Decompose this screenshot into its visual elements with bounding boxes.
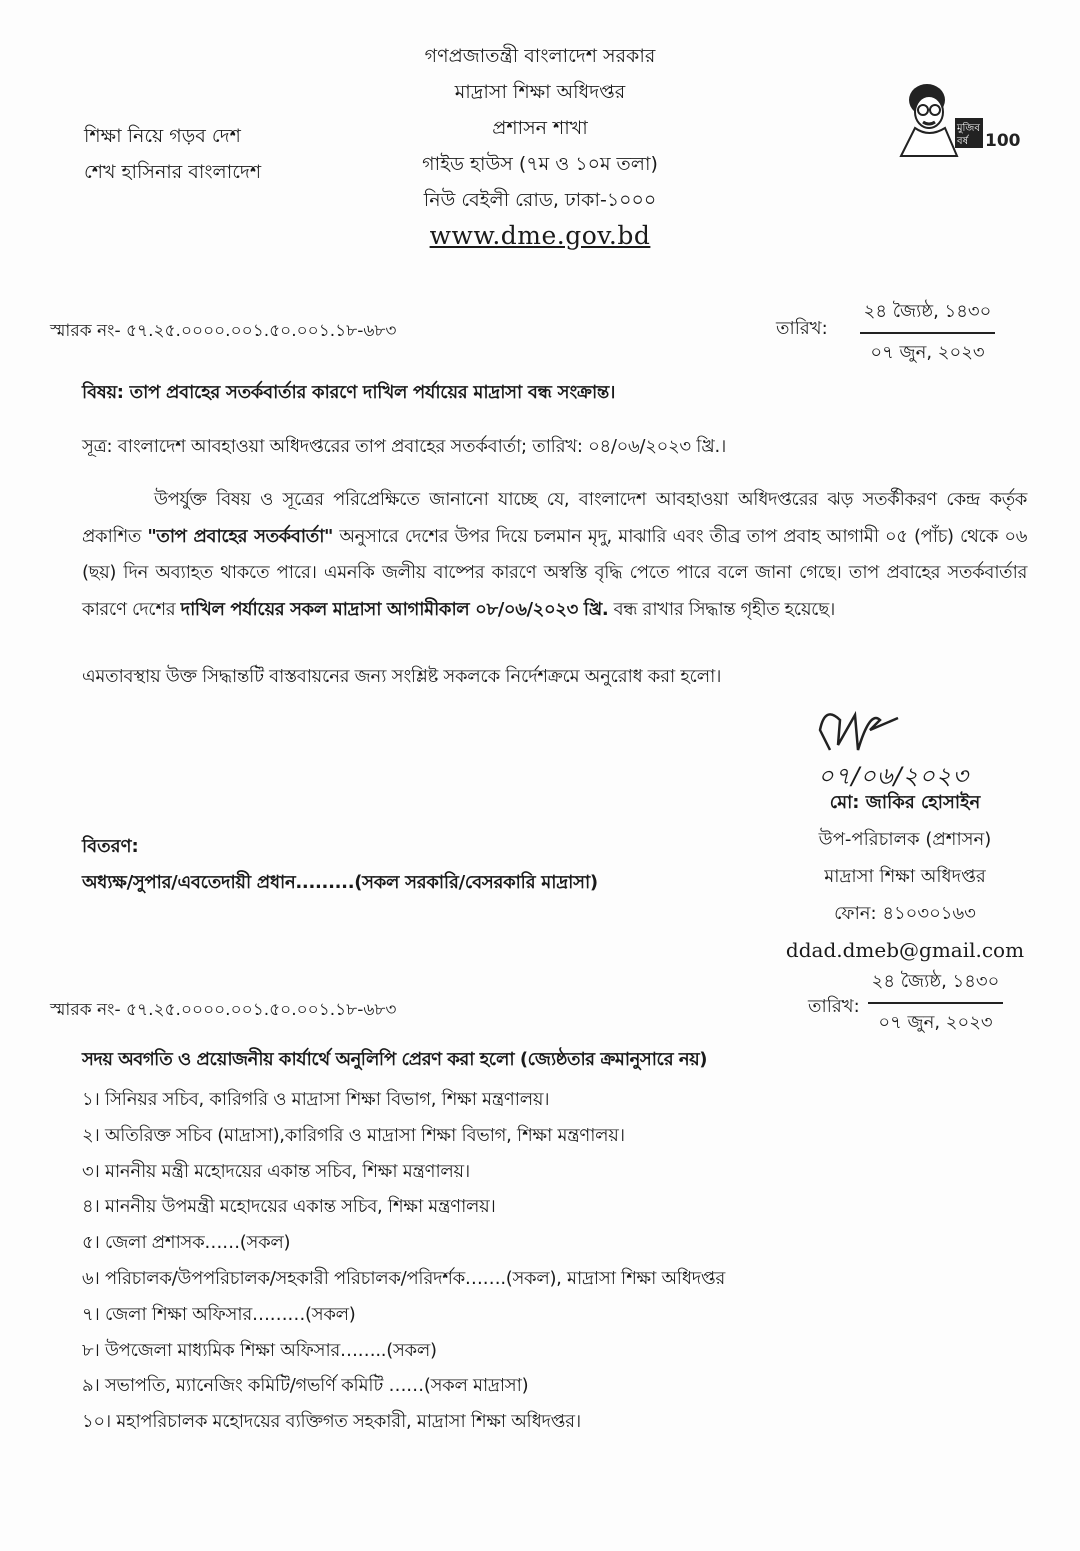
govt-name: গণপ্রজাতন্ত্রী বাংলাদেশ সরকার — [424, 45, 656, 67]
body-text: উপর্যুক্ত বিষয় ও সূত্রের পরিপ্রেক্ষিতে জানানো যাচ্ছে যে, বাংলাদেশ আবহাওয়া অধিদপ্তরের ঝড় সতর্কীকরণ কেন্দ্র কর্তৃক প্রকাশিত — [82, 489, 1027, 547]
signature-block — [770, 784, 1040, 969]
distribution-title: বিতরণ: — [82, 836, 139, 857]
date-gregorian: ০৭ জুন, ২০২৩ — [870, 342, 985, 363]
slogan — [84, 118, 261, 190]
copies-title: সদয় অবগতি ও প্রয়োজনীয় কার্যার্থে অনুলিপি প্রেরণ করা হলো (জ্যেষ্ঠতার ক্রমানুসারে নয়) — [82, 1049, 707, 1070]
letterhead — [300, 38, 780, 254]
body-text: বন্ধ রাখার সিদ্ধান্ত গৃহীত হয়েছে। — [608, 598, 835, 620]
signatory-phone: ফোন: ৪১০৩০১৬৩ — [834, 903, 976, 924]
subject-line: বিষয়: তাপ প্রবাহের সতর্কবার্তার কারণে দাখিল পর্যায়ের মাদ্রাসা বন্ধ সংক্রান্ত। — [82, 382, 616, 403]
website-link[interactable]: www.dme.gov.bd — [429, 221, 651, 250]
slogan-line-2: শেখ হাসিনার বাংলাদেশ — [84, 161, 262, 183]
reference-line: সূত্র: বাংলাদেশ আবহাওয়া অধিদপ্তরের তাপ প্রবাহের সতর্কবার্তা; তারিখ: ০৪/০৬/২০২৩ খ্রি.। — [82, 436, 727, 457]
list-item: ৬। পরিচালক/উপপরিচালক/সহকারী পরিচালক/পরিদর্শক…….(সকল), মাদ্রাসা শিক্ষা অধিদপ্তর — [82, 1267, 725, 1289]
date-label-copy: তারিখ: — [808, 996, 860, 1017]
mujib-borsho-logo-icon — [895, 78, 1021, 158]
signatory-designation: উপ-পরিচালক (প্রশাসন) — [818, 829, 992, 850]
date-bangla-copy: ২৪ জ্যৈষ্ঠ, ১৪৩০ — [868, 967, 1003, 1004]
signature-date: ০৭/০৬/২০২৩ — [818, 762, 970, 790]
signatory-office: মাদ্রাসা শিক্ষা অধিদপ্তর — [824, 866, 986, 887]
memo-number: স্মারক নং- ৫৭.২৫.০০০০.০০১.৫০.০০১.১৮-৬৮৩ — [50, 321, 397, 341]
directorate-name: মাদ্রাসা শিক্ষা অধিদপ্তর — [454, 81, 626, 103]
street-address: নিউ বেইলী রোড, ঢাকা-১০০০ — [423, 189, 657, 211]
list-item: ৫। জেলা প্রশাসক……(সকল) — [82, 1232, 291, 1254]
signature-scribble — [810, 700, 930, 764]
body-text: অনুসারে দেশের উপর দিয়ে চলমান মৃদু, মাঝারি এবং তীব্র তাপ প্রবাহ আগামী ০৫ (পাঁচ) থেকে ০৬ (ছয়) দিন অব্যাহত থাকতে পারে। এমনকি জলীয় বাষ্পের কারণে অস্বস্তি বৃদ্ধি পেতে পারে বলে জানা গেছে। তাপ প্রবাহের সতর্কবার্তার কারণে দেশের — [82, 525, 1028, 620]
body-emphasis-warning: "তাপ প্রবাহের সতর্কবার্তা" — [147, 525, 334, 547]
list-item: ৯। সভাপতি, ম্যানেজিং কমিটি/গভর্ণি কমিটি ……(সকল মাদ্রাসা) — [82, 1375, 529, 1397]
signatory-name: মো: জাকির হোসাইন — [829, 792, 981, 813]
memo-date — [860, 297, 995, 369]
signatory-email[interactable]: ddad.dmeb@gmail.com — [785, 938, 1025, 962]
list-item: ২। অতিরিক্ত সচিব (মাদ্রাসা),কারিগরি ও মাদ্রাসা শিক্ষা বিভাগ, শিক্ষা মন্ত্রণালয়। — [82, 1124, 625, 1146]
list-item: ৪। মাননীয় উপমন্ত্রী মহোদয়ের একান্ত সচিব, শিক্ষা মন্ত্রণালয়। — [82, 1196, 496, 1218]
memo-number-copy: স্মারক নং- ৫৭.২৫.০০০০.০০১.৫০.০০১.১৮-৬৮৩ — [50, 1000, 397, 1020]
request-paragraph: এমতাবস্থায় উক্ত সিদ্ধান্তটি বাস্তবায়নের জন্য সংশ্লিষ্ট সকলকে নির্দেশক্রমে অনুরোধ করা হলো। — [82, 666, 722, 687]
svg-text:বর্ষ: বর্ষ — [957, 136, 969, 147]
list-item: ৭। জেলা শিক্ষা অফিসার………(সকল) — [82, 1303, 356, 1325]
date-gregorian-copy: ০৭ জুন, ২০২৩ — [878, 1012, 993, 1033]
memo-date-copy — [868, 967, 1003, 1039]
date-label: তারিখ: — [776, 318, 828, 339]
list-item: ১০। মহাপরিচালক মহোদয়ের ব্যক্তিগত সহকারী, মাদ্রাসা শিক্ষা অধিদপ্তর। — [82, 1411, 581, 1433]
copies-list — [82, 1082, 725, 1440]
list-item: ৮। উপজেলা মাধ্যমিক শিক্ষা অফিসার……..(সকল) — [82, 1339, 437, 1361]
svg-text:মুজিব: মুজিব — [957, 123, 980, 134]
list-item: ১। সিনিয়র সচিব, কারিগরি ও মাদ্রাসা শিক্ষা বিভাগ, শিক্ষা মন্ত্রণালয়। — [82, 1089, 550, 1110]
slogan-line-1: শিক্ষা নিয়ে গড়ব দেশ — [84, 125, 241, 147]
branch-name: প্রশাসন শাখা — [492, 117, 588, 139]
building-address: গাইড হাউস (৭ম ও ১০ম তলা) — [422, 153, 658, 175]
body-paragraph — [82, 482, 1027, 628]
distribution-item: অধ্যক্ষ/সুপার/এবতেদায়ী প্রধান.........(সকল সরকারি/বেসরকারি মাদ্রাসা) — [82, 872, 598, 893]
list-item: ৩। মাননীয় মন্ত্রী মহোদয়ের একান্ত সচিব, শিক্ষা মন্ত্রণালয়। — [82, 1160, 470, 1182]
body-emphasis-closure: দাখিল পর্যায়ের সকল মাদ্রাসা আগামীকাল ০৮/০৬/২০২৩ খ্রি. — [180, 598, 609, 620]
svg-text:100: 100 — [985, 131, 1021, 151]
date-bangla: ২৪ জ্যৈষ্ঠ, ১৪৩০ — [860, 297, 995, 334]
